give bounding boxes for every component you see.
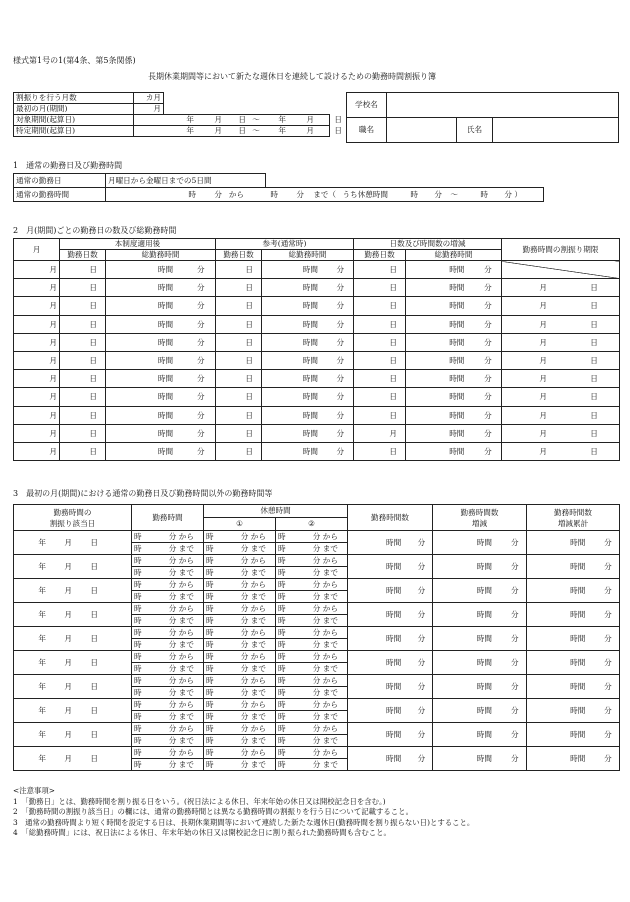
hours-cell[interactable]: 時間 分 (406, 279, 502, 297)
target-period-field[interactable]: 年 月 日 〜 年 月 日 (134, 115, 330, 126)
hours-cell[interactable]: 時間 分 (106, 370, 216, 388)
days-cell[interactable]: 日 (60, 333, 106, 351)
col-break-1: ① (204, 518, 276, 531)
hours-diff[interactable]: 時間 分 (433, 627, 527, 651)
hours-cell[interactable]: 時間 分 (106, 352, 216, 370)
sub-days: 勤務日数 (354, 250, 406, 261)
month-cell[interactable]: 月 (14, 279, 60, 297)
section2-heading: 2 月(期間)ごとの勤務日の数及び総勤務時間 (13, 226, 177, 235)
limit-cell[interactable]: 月 日 (502, 297, 620, 315)
date-row (14, 555, 620, 567)
break1-start[interactable]: 時 分 から (204, 747, 276, 759)
hours-cell[interactable]: 時間 分 (406, 370, 502, 388)
col-break: 休憩時間 (204, 505, 348, 518)
limit-cell (502, 261, 620, 279)
break2-end[interactable]: 時 分 まで (276, 615, 348, 627)
break2-start[interactable]: 時 分 から (276, 603, 348, 615)
days-cell[interactable]: 日 (354, 388, 406, 406)
hours-cell[interactable]: 時間 分 (262, 424, 354, 442)
sub-days: 勤務日数 (216, 250, 262, 261)
month-row (14, 388, 620, 406)
break2-end[interactable]: 時 分 まで (276, 567, 348, 579)
work-start[interactable]: 時 分 から (132, 675, 204, 687)
days-cell[interactable]: 日 (60, 352, 106, 370)
hours-cell[interactable]: 時間 分 (262, 406, 354, 424)
hours-cum[interactable]: 時間 分 (527, 651, 620, 675)
days-cell[interactable]: 日 (354, 333, 406, 351)
hours-cell[interactable]: 時間 分 (106, 333, 216, 351)
note-1: 1 「勤務日」とは、勤務時間を割り振る日をいう。(祝日法による休日、年末年始の休日又は開校記念日を含む。) (13, 796, 386, 806)
school-table (346, 92, 619, 143)
hours-cell[interactable]: 時間 分 (262, 261, 354, 279)
hours-diff[interactable]: 時間 分 (433, 603, 527, 627)
break2-end[interactable]: 時 分 まで (276, 687, 348, 699)
hours-count[interactable]: 時間 分 (348, 531, 433, 555)
date-row (14, 675, 620, 687)
hours-cell[interactable]: 時間 分 (106, 406, 216, 424)
break1-end[interactable]: 時 分 まで (204, 567, 276, 579)
note-2: 2 「勤務時間の割振り該当日」の欄には、通常の勤務時間とは異なる勤務時間の割振りを行う日について記載すること。 (13, 807, 413, 816)
break1-end[interactable]: 時 分 まで (204, 711, 276, 723)
limit-cell[interactable]: 月 日 (502, 352, 620, 370)
days-cell[interactable]: 日 (60, 443, 106, 461)
break2-end[interactable]: 時 分 まで (276, 543, 348, 555)
date-row (14, 531, 620, 543)
break2-end[interactable]: 時 分 まで (276, 759, 348, 771)
hours-cum[interactable]: 時間 分 (527, 531, 620, 555)
days-cell[interactable]: 日 (216, 315, 262, 333)
days-cell[interactable]: 日 (216, 406, 262, 424)
days-cell[interactable]: 日 (60, 297, 106, 315)
month-cell[interactable]: 月 (14, 370, 60, 388)
note-3: 3 通常の勤務時間より短く時間を設定する日は、長期休業期間等において連続した新たな週休日(勤務時間を割り振らない日)とすること。 (13, 817, 475, 827)
break2-start[interactable]: 時 分 から (276, 723, 348, 735)
date-cell[interactable]: 年 月 日 (14, 747, 132, 771)
month-cell[interactable]: 月 (14, 261, 60, 279)
break1-start[interactable]: 時 分 から (204, 699, 276, 711)
break1-start[interactable]: 時 分 から (204, 603, 276, 615)
page-title: 長期休業期間等において新たな週休日を連続して設けるための勤務時間割振り簿 (148, 72, 436, 81)
hours-cell[interactable]: 時間 分 (262, 443, 354, 461)
date-cell[interactable]: 年 月 日 (14, 555, 132, 579)
grp-diff: 日数及び時間数の増減 (354, 239, 502, 250)
hours-cum[interactable]: 時間 分 (527, 555, 620, 579)
hours-cell[interactable]: 時間 分 (262, 297, 354, 315)
days-cell[interactable]: 日 (216, 370, 262, 388)
days-cell[interactable]: 日 (216, 297, 262, 315)
hours-cell[interactable]: 時間 分 (106, 279, 216, 297)
col-month: 月 (14, 239, 60, 261)
sub-hours: 総勤務時間 (262, 250, 354, 261)
first-month-field[interactable]: 月 (134, 104, 164, 115)
hours-cell[interactable]: 時間 分 (406, 424, 502, 442)
hours-diff[interactable]: 時間 分 (433, 723, 527, 747)
month-row (14, 333, 620, 351)
hours-diff[interactable]: 時間 分 (433, 747, 527, 771)
hours-cell[interactable]: 時間 分 (262, 279, 354, 297)
work-end[interactable]: 時 分 まで (132, 687, 204, 699)
break2-end[interactable]: 時 分 まで (276, 639, 348, 651)
date-cell[interactable]: 年 月 日 (14, 627, 132, 651)
hours-cell[interactable]: 時間 分 (406, 352, 502, 370)
break1-end[interactable]: 時 分 まで (204, 615, 276, 627)
sub-hours: 総勤務時間 (406, 250, 502, 261)
name-label: 氏名 (457, 118, 493, 143)
hours-diff[interactable]: 時間 分 (433, 651, 527, 675)
days-cell[interactable]: 日 (216, 388, 262, 406)
days-cell[interactable]: 日 (216, 352, 262, 370)
month-cell[interactable]: 月 (14, 443, 60, 461)
school-field[interactable] (387, 93, 619, 118)
month-cell[interactable]: 月 (14, 315, 60, 333)
section3-heading: 3 最初の月(期間)における通常の勤務日及び勤務時間以外の勤務時間等 (13, 489, 273, 498)
work-start[interactable]: 時 分 から (132, 555, 204, 567)
break2-start[interactable]: 時 分 から (276, 699, 348, 711)
col-hours: 勤務時間数 (348, 505, 433, 531)
month-cell[interactable]: 月 (14, 424, 60, 442)
note-4: 4 「総勤務時間」には、祝日法による休日、年末年始の休日又は開校記念日に割り振られた勤務時間も含むこと。 (13, 828, 391, 837)
col-work: 勤務時間 (132, 505, 204, 531)
hours-cum[interactable]: 時間 分 (527, 699, 620, 723)
break1-start[interactable]: 時 分 から (204, 531, 276, 543)
hours-count[interactable]: 時間 分 (348, 723, 433, 747)
days-cell[interactable]: 日 (216, 261, 262, 279)
hours-cum[interactable]: 時間 分 (527, 603, 620, 627)
hours-cell[interactable]: 時間 分 (406, 315, 502, 333)
month-cell[interactable]: 月 (14, 388, 60, 406)
normal-hours-table (13, 173, 544, 202)
work-end[interactable]: 時 分 まで (132, 591, 204, 603)
date-cell[interactable]: 年 月 日 (14, 603, 132, 627)
days-cell[interactable]: 日 (60, 424, 106, 442)
hours-diff[interactable]: 時間 分 (433, 555, 527, 579)
days-cell[interactable]: 日 (354, 315, 406, 333)
school-label: 学校名 (347, 93, 387, 118)
break1-end[interactable]: 時 分 まで (204, 639, 276, 651)
normal-hours-field[interactable]: 時 分 から 時 分 まで（ うち休憩時間 時 分 〜 時 分 ） (106, 188, 544, 202)
days-cell[interactable]: 月 (354, 424, 406, 442)
break1-start[interactable]: 時 分 から (204, 675, 276, 687)
days-cell[interactable]: 日 (354, 443, 406, 461)
date-row (14, 627, 620, 639)
normal-days-label: 通常の勤務日 (14, 174, 106, 188)
hours-count[interactable]: 時間 分 (348, 651, 433, 675)
break2-start[interactable]: 時 分 から (276, 579, 348, 591)
days-cell[interactable]: 日 (60, 315, 106, 333)
job-label: 職名 (347, 118, 387, 143)
month-cell[interactable]: 月 (14, 297, 60, 315)
job-field[interactable] (387, 118, 457, 143)
hours-cell[interactable]: 時間 分 (406, 406, 502, 424)
break2-end[interactable]: 時 分 まで (276, 591, 348, 603)
first-month-label: 最初の月(期間) (14, 104, 134, 115)
break1-end[interactable]: 時 分 まで (204, 687, 276, 699)
break2-end[interactable]: 時 分 まで (276, 735, 348, 747)
work-end[interactable]: 時 分 まで (132, 711, 204, 723)
hours-cell[interactable]: 時間 分 (106, 261, 216, 279)
days-cell[interactable]: 日 (354, 370, 406, 388)
hours-cum[interactable]: 時間 分 (527, 675, 620, 699)
hours-cum[interactable]: 時間 分 (527, 579, 620, 603)
break1-end[interactable]: 時 分 まで (204, 759, 276, 771)
hours-cell[interactable]: 時間 分 (406, 333, 502, 351)
monthly-table (13, 238, 620, 461)
limit-cell[interactable]: 月 日 (502, 406, 620, 424)
col-break-2: ② (276, 518, 348, 531)
hours-cell[interactable]: 時間 分 (262, 352, 354, 370)
sub-hours: 総勤務時間 (106, 250, 216, 261)
month-row (14, 406, 620, 424)
work-start[interactable]: 時 分 から (132, 747, 204, 759)
work-start[interactable]: 時 分 から (132, 651, 204, 663)
date-row (14, 579, 620, 591)
hours-cell[interactable]: 時間 分 (406, 261, 502, 279)
date-cell[interactable]: 年 月 日 (14, 651, 132, 675)
grp-new: 本制度適用後 (60, 239, 216, 250)
days-cell[interactable]: 日 (354, 297, 406, 315)
hours-cum[interactable]: 時間 分 (527, 747, 620, 771)
days-cell[interactable]: 日 (354, 406, 406, 424)
hours-cell[interactable]: 時間 分 (106, 424, 216, 442)
limit-cell[interactable]: 月 日 (502, 424, 620, 442)
hours-diff[interactable]: 時間 分 (433, 531, 527, 555)
date-cell[interactable]: 年 月 日 (14, 675, 132, 699)
work-start[interactable]: 時 分 から (132, 603, 204, 615)
limit-cell[interactable]: 月 日 (502, 388, 620, 406)
hours-cell[interactable]: 時間 分 (262, 315, 354, 333)
break1-start[interactable]: 時 分 から (204, 555, 276, 567)
break1-end[interactable]: 時 分 まで (204, 735, 276, 747)
hours-cell[interactable]: 時間 分 (406, 297, 502, 315)
hours-count[interactable]: 時間 分 (348, 747, 433, 771)
hours-diff[interactable]: 時間 分 (433, 579, 527, 603)
form-id: 様式第1号の1(第4条、第5条関係) (13, 56, 136, 65)
break1-start[interactable]: 時 分 から (204, 723, 276, 735)
month-row (14, 297, 620, 315)
days-cell[interactable]: 日 (216, 333, 262, 351)
work-start[interactable]: 時 分 から (132, 699, 204, 711)
notes (13, 786, 474, 839)
col-diff: 勤務時間数 増減 (433, 505, 527, 531)
break2-start[interactable]: 時 分 から (276, 627, 348, 639)
specific-period-label: 特定期間(起算日) (14, 126, 134, 137)
col-cum: 勤務時間数 増減累計 (527, 505, 620, 531)
grp-limit: 勤務時間の割振り期限 (502, 239, 620, 261)
date-cell[interactable]: 年 月 日 (14, 531, 132, 555)
break2-start[interactable]: 時 分 から (276, 531, 348, 543)
info-table (13, 92, 342, 137)
limit-cell[interactable]: 月 日 (502, 279, 620, 297)
days-cell[interactable]: 日 (60, 279, 106, 297)
date-row (14, 603, 620, 615)
days-cell[interactable]: 日 (216, 424, 262, 442)
days-cell[interactable]: 日 (354, 279, 406, 297)
specific-period-field[interactable]: 年 月 日 〜 年 月 日 (134, 126, 330, 137)
date-row (14, 747, 620, 759)
work-end[interactable]: 時 分 まで (132, 639, 204, 651)
work-end[interactable]: 時 分 まで (132, 615, 204, 627)
date-row (14, 723, 620, 735)
break2-start[interactable]: 時 分 から (276, 675, 348, 687)
work-start[interactable]: 時 分 から (132, 531, 204, 543)
work-end[interactable]: 時 分 まで (132, 735, 204, 747)
days-cell[interactable]: 日 (60, 261, 106, 279)
break1-end[interactable]: 時 分 まで (204, 543, 276, 555)
hours-cell[interactable]: 時間 分 (262, 388, 354, 406)
month-row (14, 279, 620, 297)
normal-hours-label: 通常の勤務時間 (14, 188, 106, 202)
hours-count[interactable]: 時間 分 (348, 603, 433, 627)
hours-cell[interactable]: 時間 分 (406, 443, 502, 461)
hours-count[interactable]: 時間 分 (348, 699, 433, 723)
date-cell[interactable]: 年 月 日 (14, 723, 132, 747)
first-month-table (13, 504, 620, 771)
month-cell[interactable]: 月 (14, 406, 60, 424)
name-field[interactable] (493, 118, 619, 143)
limit-cell[interactable]: 月 日 (502, 370, 620, 388)
work-end[interactable]: 時 分 まで (132, 543, 204, 555)
months-field[interactable]: カ月 (134, 93, 164, 104)
break2-start[interactable]: 時 分 から (276, 555, 348, 567)
sub-days: 勤務日数 (60, 250, 106, 261)
break2-start[interactable]: 時 分 から (276, 651, 348, 663)
hours-count[interactable]: 時間 分 (348, 675, 433, 699)
break1-start[interactable]: 時 分 から (204, 579, 276, 591)
work-end[interactable]: 時 分 まで (132, 759, 204, 771)
limit-cell[interactable]: 月 日 (502, 443, 620, 461)
hours-cell[interactable]: 時間 分 (406, 388, 502, 406)
hours-cell[interactable]: 時間 分 (106, 443, 216, 461)
days-cell[interactable]: 日 (216, 279, 262, 297)
days-cell[interactable]: 日 (354, 261, 406, 279)
days-cell[interactable]: 日 (354, 352, 406, 370)
months-label: 割振りを行う月数 (14, 93, 134, 104)
hours-cell[interactable]: 時間 分 (106, 297, 216, 315)
hours-cell[interactable]: 時間 分 (106, 315, 216, 333)
hours-cum[interactable]: 時間 分 (527, 627, 620, 651)
grp-ref: 参考(通常時) (216, 239, 354, 250)
hours-count[interactable]: 時間 分 (348, 555, 433, 579)
work-start[interactable]: 時 分 から (132, 579, 204, 591)
notes-title: <注意事項> (13, 786, 55, 795)
break1-start[interactable]: 時 分 から (204, 627, 276, 639)
hours-count[interactable]: 時間 分 (348, 579, 433, 603)
work-end[interactable]: 時 分 まで (132, 567, 204, 579)
date-cell[interactable]: 年 月 日 (14, 579, 132, 603)
month-row (14, 370, 620, 388)
month-row (14, 424, 620, 442)
days-cell[interactable]: 日 (60, 388, 106, 406)
month-cell[interactable]: 月 (14, 333, 60, 351)
hours-cell[interactable]: 時間 分 (106, 388, 216, 406)
col-date: 勤務時間の 割振り該当日 (14, 505, 132, 531)
break1-start[interactable]: 時 分 から (204, 651, 276, 663)
work-start[interactable]: 時 分 から (132, 723, 204, 735)
break2-end[interactable]: 時 分 まで (276, 711, 348, 723)
hours-diff[interactable]: 時間 分 (433, 699, 527, 723)
hours-count[interactable]: 時間 分 (348, 627, 433, 651)
month-cell[interactable]: 月 (14, 352, 60, 370)
month-row (14, 443, 620, 461)
work-start[interactable]: 時 分 から (132, 627, 204, 639)
hours-cell[interactable]: 時間 分 (262, 370, 354, 388)
normal-days-value: 月曜日から金曜日までの5日間 (106, 174, 266, 188)
days-cell[interactable]: 日 (60, 370, 106, 388)
month-row (14, 352, 620, 370)
work-end[interactable]: 時 分 まで (132, 663, 204, 675)
hours-cum[interactable]: 時間 分 (527, 723, 620, 747)
limit-cell[interactable]: 月 日 (502, 333, 620, 351)
break2-end[interactable]: 時 分 まで (276, 663, 348, 675)
break1-end[interactable]: 時 分 まで (204, 663, 276, 675)
days-cell[interactable]: 日 (216, 443, 262, 461)
target-period-label: 対象期間(起算日) (14, 115, 134, 126)
month-row (14, 315, 620, 333)
hours-cell[interactable]: 時間 分 (262, 333, 354, 351)
date-cell[interactable]: 年 月 日 (14, 699, 132, 723)
section1-heading: 1 通常の勤務日及び勤務時間 (13, 161, 123, 170)
break2-start[interactable]: 時 分 から (276, 747, 348, 759)
break1-end[interactable]: 時 分 まで (204, 591, 276, 603)
days-cell[interactable]: 日 (60, 406, 106, 424)
limit-cell[interactable]: 月 日 (502, 315, 620, 333)
hours-diff[interactable]: 時間 分 (433, 675, 527, 699)
month-row (14, 261, 620, 279)
date-row (14, 699, 620, 711)
date-row (14, 651, 620, 663)
